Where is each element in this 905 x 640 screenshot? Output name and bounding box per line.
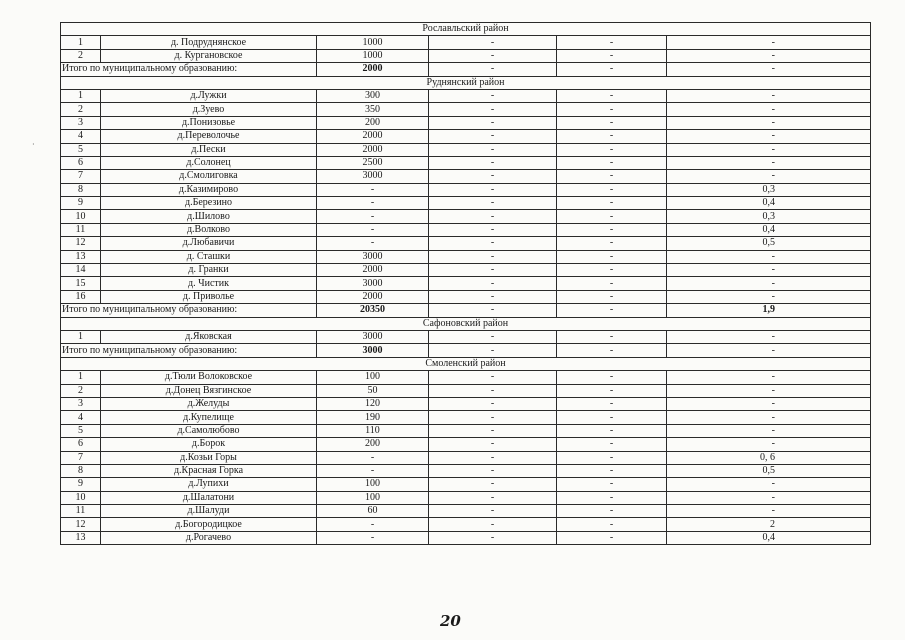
value-cell: - xyxy=(667,264,871,277)
value-cell: 0,4 xyxy=(667,531,871,544)
table-row xyxy=(61,49,871,62)
row-number-cell: 12 xyxy=(61,237,101,250)
value-cell: - xyxy=(557,330,667,343)
value-cell: 200 xyxy=(317,438,429,451)
total-label: Итого по муниципальному образованию: xyxy=(61,304,317,317)
table-row xyxy=(61,250,871,263)
settlement-name-cell: д. Кургановское xyxy=(101,49,317,62)
value-cell: 2 xyxy=(667,518,871,531)
table-row xyxy=(61,156,871,169)
value-cell: - xyxy=(557,277,667,290)
total-value-cell: 2000 xyxy=(317,63,429,76)
value-cell: - xyxy=(557,478,667,491)
district-title: Смоленский район xyxy=(61,357,871,370)
value-cell: - xyxy=(429,183,557,196)
row-number-cell: 10 xyxy=(61,210,101,223)
value-cell: - xyxy=(557,438,667,451)
table-row xyxy=(61,438,871,451)
value-cell: - xyxy=(317,451,429,464)
district-title: Сафоновский район xyxy=(61,317,871,330)
value-cell: - xyxy=(429,36,557,49)
value-cell: - xyxy=(557,116,667,129)
value-cell: 190 xyxy=(317,411,429,424)
settlement-name-cell: д.Любавичи xyxy=(101,237,317,250)
value-cell: - xyxy=(429,210,557,223)
district-title: Руднянский район xyxy=(61,76,871,89)
table-row xyxy=(61,464,871,477)
value-cell: 100 xyxy=(317,491,429,504)
district-title: Рославльский район xyxy=(61,23,871,36)
table-row xyxy=(61,371,871,384)
value-cell: - xyxy=(557,384,667,397)
value-cell: 2000 xyxy=(317,290,429,303)
value-cell: 1000 xyxy=(317,36,429,49)
value-cell: - xyxy=(557,397,667,410)
settlement-name-cell: д.Зуево xyxy=(101,103,317,116)
settlement-name-cell: д.Богородицкое xyxy=(101,518,317,531)
value-cell: - xyxy=(429,130,557,143)
value-cell: 100 xyxy=(317,371,429,384)
settlement-name-cell: д.Яковская xyxy=(101,330,317,343)
row-number-cell: 2 xyxy=(61,103,101,116)
row-number-cell: 15 xyxy=(61,277,101,290)
value-cell: - xyxy=(317,464,429,477)
value-cell: - xyxy=(429,89,557,102)
value-cell: - xyxy=(429,103,557,116)
settlement-name-cell: д.Смолиговка xyxy=(101,170,317,183)
value-cell: - xyxy=(429,531,557,544)
value-cell: - xyxy=(667,156,871,169)
value-cell: - xyxy=(557,531,667,544)
value-cell: 60 xyxy=(317,505,429,518)
settlement-name-cell: д.Шалуди xyxy=(101,505,317,518)
value-cell: 0,4 xyxy=(667,197,871,210)
value-cell: - xyxy=(317,223,429,236)
value-cell: - xyxy=(557,264,667,277)
value-cell: 200 xyxy=(317,116,429,129)
value-cell: - xyxy=(557,223,667,236)
scan-mark: · xyxy=(32,140,35,149)
settlement-name-cell: д.Борок xyxy=(101,438,317,451)
value-cell: - xyxy=(429,277,557,290)
table-row xyxy=(61,237,871,250)
value-cell: - xyxy=(557,170,667,183)
settlement-name-cell: д.Желуды xyxy=(101,397,317,410)
value-cell: 2500 xyxy=(317,156,429,169)
value-cell: - xyxy=(429,290,557,303)
value-cell: - xyxy=(429,143,557,156)
value-cell: - xyxy=(429,116,557,129)
table-row xyxy=(61,264,871,277)
value-cell: - xyxy=(429,197,557,210)
row-number-cell: 10 xyxy=(61,491,101,504)
total-value-cell: - xyxy=(429,304,557,317)
table-row xyxy=(61,478,871,491)
value-cell: - xyxy=(667,290,871,303)
total-row xyxy=(61,63,871,76)
value-cell: - xyxy=(317,531,429,544)
value-cell: - xyxy=(557,491,667,504)
total-value-cell: 3000 xyxy=(317,344,429,357)
settlement-name-cell: д.Казимирово xyxy=(101,183,317,196)
value-cell: - xyxy=(429,424,557,437)
row-number-cell: 3 xyxy=(61,116,101,129)
settlement-name-cell: д.Переволочье xyxy=(101,130,317,143)
value-cell: - xyxy=(667,424,871,437)
value-cell: - xyxy=(557,464,667,477)
value-cell: - xyxy=(429,438,557,451)
value-cell: - xyxy=(667,397,871,410)
table-row xyxy=(61,397,871,410)
value-cell: 350 xyxy=(317,103,429,116)
settlement-name-cell: д. Сташки xyxy=(101,250,317,263)
row-number-cell: 2 xyxy=(61,49,101,62)
value-cell: - xyxy=(667,49,871,62)
row-number-cell: 1 xyxy=(61,89,101,102)
total-row xyxy=(61,344,871,357)
value-cell: 110 xyxy=(317,424,429,437)
row-number-cell: 11 xyxy=(61,223,101,236)
table-row xyxy=(61,384,871,397)
value-cell: - xyxy=(429,518,557,531)
settlement-name-cell: д.Козьи Горы xyxy=(101,451,317,464)
value-cell: 3000 xyxy=(317,277,429,290)
row-number-cell: 1 xyxy=(61,36,101,49)
value-cell: - xyxy=(429,49,557,62)
value-cell: - xyxy=(667,384,871,397)
value-cell: - xyxy=(667,36,871,49)
value-cell: - xyxy=(667,330,871,343)
value-cell: 0, 6 xyxy=(667,451,871,464)
value-cell: - xyxy=(557,505,667,518)
value-cell: - xyxy=(429,330,557,343)
settlement-name-cell: д.Тюли Волоковское xyxy=(101,371,317,384)
settlement-name-cell: д. Чистик xyxy=(101,277,317,290)
total-value-cell: 1,9 xyxy=(667,304,871,317)
total-label: Итого по муниципальному образованию: xyxy=(61,63,317,76)
value-cell: - xyxy=(557,156,667,169)
value-cell: - xyxy=(557,250,667,263)
value-cell: - xyxy=(667,170,871,183)
settlement-name-cell: д.Березино xyxy=(101,197,317,210)
value-cell: 1000 xyxy=(317,49,429,62)
value-cell: - xyxy=(667,103,871,116)
settlement-name-cell: д.Рогачево xyxy=(101,531,317,544)
total-value-cell: - xyxy=(667,344,871,357)
value-cell: - xyxy=(317,237,429,250)
value-cell: - xyxy=(557,49,667,62)
value-cell: 0,5 xyxy=(667,464,871,477)
value-cell: - xyxy=(667,491,871,504)
settlement-name-cell: д.Красная Горка xyxy=(101,464,317,477)
value-cell: 0,4 xyxy=(667,223,871,236)
total-row xyxy=(61,304,871,317)
value-cell: - xyxy=(557,183,667,196)
row-number-cell: 4 xyxy=(61,411,101,424)
value-cell: - xyxy=(317,210,429,223)
value-cell: - xyxy=(317,197,429,210)
row-number-cell: 16 xyxy=(61,290,101,303)
section-header-row xyxy=(61,76,871,89)
settlements-table xyxy=(60,22,871,545)
value-cell: - xyxy=(667,130,871,143)
settlement-name-cell: д.Пески xyxy=(101,143,317,156)
value-cell: - xyxy=(429,384,557,397)
value-cell: 3000 xyxy=(317,330,429,343)
row-number-cell: 5 xyxy=(61,143,101,156)
value-cell: - xyxy=(429,464,557,477)
value-cell: 0,3 xyxy=(667,183,871,196)
value-cell: - xyxy=(557,371,667,384)
table-row xyxy=(61,103,871,116)
row-number-cell: 2 xyxy=(61,384,101,397)
table-row xyxy=(61,130,871,143)
value-cell: 2000 xyxy=(317,264,429,277)
row-number-cell: 14 xyxy=(61,264,101,277)
value-cell: 120 xyxy=(317,397,429,410)
value-cell: - xyxy=(557,411,667,424)
row-number-cell: 8 xyxy=(61,183,101,196)
total-value-cell: - xyxy=(667,63,871,76)
value-cell: - xyxy=(667,89,871,102)
row-number-cell: 5 xyxy=(61,424,101,437)
table-row xyxy=(61,36,871,49)
settlement-name-cell: д. Подруднянское xyxy=(101,36,317,49)
table-row xyxy=(61,424,871,437)
value-cell: - xyxy=(429,505,557,518)
value-cell: - xyxy=(667,116,871,129)
value-cell: - xyxy=(667,438,871,451)
value-cell: - xyxy=(429,478,557,491)
value-cell: - xyxy=(557,143,667,156)
section-header-row xyxy=(61,23,871,36)
value-cell: - xyxy=(429,156,557,169)
total-value-cell: 20350 xyxy=(317,304,429,317)
section-header-row xyxy=(61,357,871,370)
value-cell: - xyxy=(429,371,557,384)
settlement-name-cell: д.Солонец xyxy=(101,156,317,169)
table-row xyxy=(61,531,871,544)
value-cell: 300 xyxy=(317,89,429,102)
settlement-name-cell: д.Волково xyxy=(101,223,317,236)
row-number-cell: 6 xyxy=(61,438,101,451)
settlement-name-cell: д.Лупихи xyxy=(101,478,317,491)
value-cell: - xyxy=(557,210,667,223)
total-label: Итого по муниципальному образованию: xyxy=(61,344,317,357)
table-row xyxy=(61,451,871,464)
total-value-cell: - xyxy=(557,344,667,357)
value-cell: - xyxy=(557,290,667,303)
value-cell: 100 xyxy=(317,478,429,491)
table-row xyxy=(61,518,871,531)
value-cell: 3000 xyxy=(317,250,429,263)
total-value-cell: - xyxy=(429,63,557,76)
value-cell: - xyxy=(667,505,871,518)
value-cell: - xyxy=(667,143,871,156)
table-row xyxy=(61,223,871,236)
value-cell: - xyxy=(429,237,557,250)
table-row xyxy=(61,170,871,183)
value-cell: - xyxy=(429,411,557,424)
value-cell: - xyxy=(429,397,557,410)
value-cell: - xyxy=(429,223,557,236)
value-cell: - xyxy=(429,491,557,504)
table-body xyxy=(61,23,871,545)
table-row xyxy=(61,183,871,196)
row-number-cell: 7 xyxy=(61,170,101,183)
value-cell: - xyxy=(557,424,667,437)
total-value-cell: - xyxy=(429,344,557,357)
row-number-cell: 11 xyxy=(61,505,101,518)
row-number-cell: 7 xyxy=(61,451,101,464)
row-number-cell: 3 xyxy=(61,397,101,410)
settlement-name-cell: д.Шалатони xyxy=(101,491,317,504)
value-cell: 2000 xyxy=(317,143,429,156)
value-cell: - xyxy=(317,518,429,531)
settlement-name-cell: д. Гранки xyxy=(101,264,317,277)
settlement-name-cell: д.Купелище xyxy=(101,411,317,424)
total-value-cell: - xyxy=(557,304,667,317)
value-cell: 3000 xyxy=(317,170,429,183)
value-cell: - xyxy=(429,264,557,277)
table-row xyxy=(61,210,871,223)
table-row xyxy=(61,89,871,102)
value-cell: - xyxy=(667,411,871,424)
row-number-cell: 13 xyxy=(61,531,101,544)
table-row xyxy=(61,330,871,343)
row-number-cell: 6 xyxy=(61,156,101,169)
value-cell: 0,5 xyxy=(667,237,871,250)
value-cell: - xyxy=(557,237,667,250)
settlement-name-cell: д.Лужки xyxy=(101,89,317,102)
row-number-cell: 8 xyxy=(61,464,101,477)
settlement-name-cell: д.Донец Вязгинское xyxy=(101,384,317,397)
value-cell: - xyxy=(557,197,667,210)
value-cell: - xyxy=(667,478,871,491)
value-cell: - xyxy=(429,250,557,263)
settlement-name-cell: д.Понизовье xyxy=(101,116,317,129)
value-cell: - xyxy=(667,250,871,263)
settlement-name-cell: д.Шилово xyxy=(101,210,317,223)
value-cell: 2000 xyxy=(317,130,429,143)
settlement-name-cell: д. Привольe xyxy=(101,290,317,303)
row-number-cell: 1 xyxy=(61,330,101,343)
section-header-row xyxy=(61,317,871,330)
table-row xyxy=(61,197,871,210)
table-row xyxy=(61,116,871,129)
value-cell: - xyxy=(429,170,557,183)
value-cell: - xyxy=(667,371,871,384)
row-number-cell: 9 xyxy=(61,478,101,491)
value-cell: 50 xyxy=(317,384,429,397)
table-row xyxy=(61,491,871,504)
total-value-cell: - xyxy=(557,63,667,76)
row-number-cell: 4 xyxy=(61,130,101,143)
row-number-cell: 12 xyxy=(61,518,101,531)
value-cell: - xyxy=(317,183,429,196)
table-row xyxy=(61,411,871,424)
value-cell: - xyxy=(557,451,667,464)
value-cell: - xyxy=(557,36,667,49)
page-number: 20 xyxy=(440,612,461,630)
value-cell: - xyxy=(557,89,667,102)
value-cell: - xyxy=(557,518,667,531)
value-cell: - xyxy=(557,130,667,143)
value-cell: - xyxy=(557,103,667,116)
value-cell: - xyxy=(429,451,557,464)
table-row xyxy=(61,277,871,290)
value-cell: - xyxy=(667,277,871,290)
row-number-cell: 13 xyxy=(61,250,101,263)
row-number-cell: 9 xyxy=(61,197,101,210)
table-row xyxy=(61,290,871,303)
table-row xyxy=(61,143,871,156)
value-cell: 0,3 xyxy=(667,210,871,223)
row-number-cell: 1 xyxy=(61,371,101,384)
settlement-name-cell: д.Самолюбово xyxy=(101,424,317,437)
table-row xyxy=(61,505,871,518)
